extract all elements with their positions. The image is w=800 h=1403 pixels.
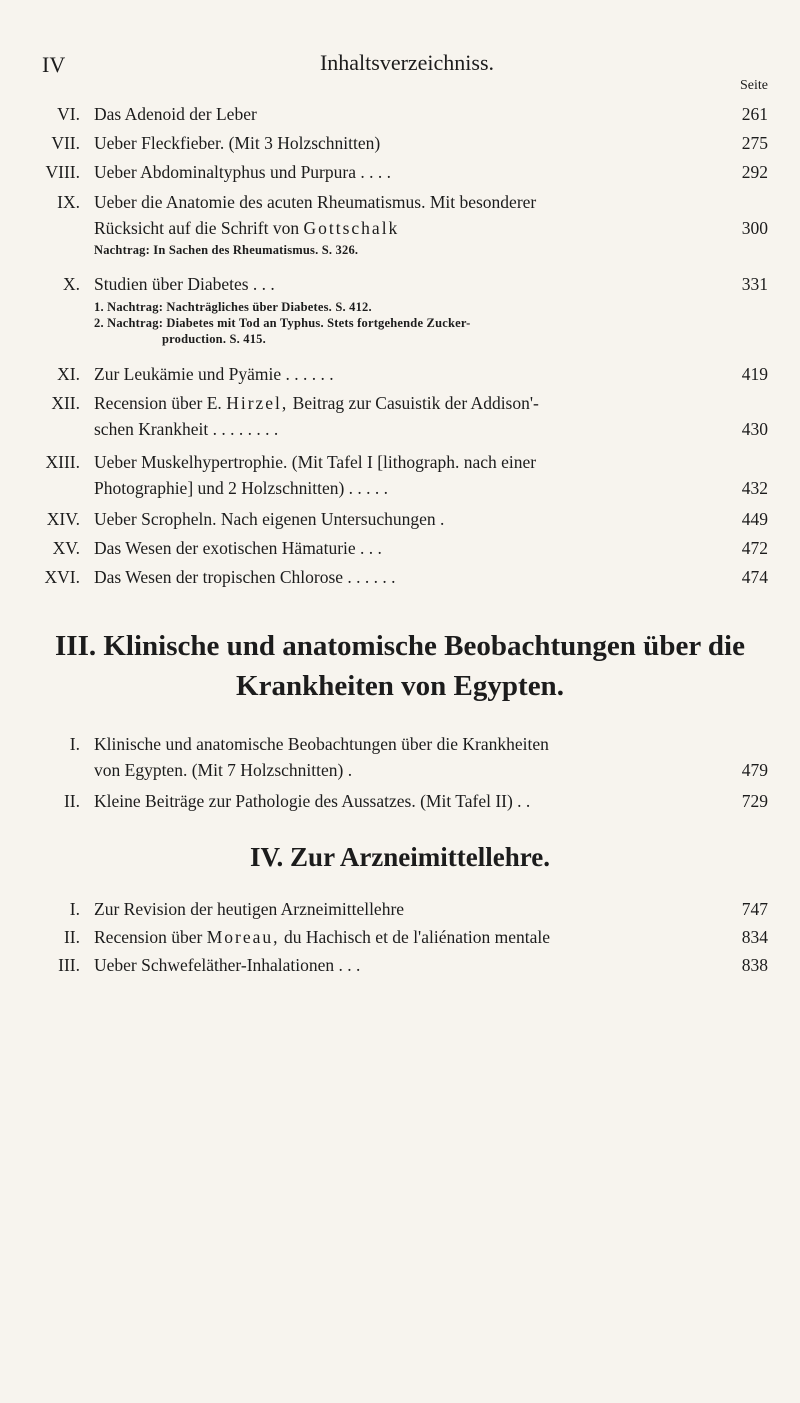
section-heading-iv: IV. Zur Arzneimittellehre. xyxy=(250,842,550,872)
entry-title: Ueber Schwefeläther-Inhalationen . . . xyxy=(94,955,361,975)
section-heading-iii: III. Klinische und anatomische Beobachtungen über die xyxy=(55,630,745,662)
entry-number: XI. xyxy=(57,364,80,384)
entry-page: 834 xyxy=(741,927,768,947)
entry-number: XV. xyxy=(52,538,80,558)
entry-number: VI. xyxy=(57,104,80,124)
entry-page: 472 xyxy=(741,538,768,558)
entry-page: 430 xyxy=(741,419,768,439)
entry-number: I. xyxy=(69,734,80,754)
entry-number: XIII. xyxy=(45,452,80,472)
entry-page: 432 xyxy=(741,478,768,498)
entry-title: Das Wesen der tropischen Chlorose . . . . . . xyxy=(94,567,396,587)
entry-title: Ueber die Anatomie des acuten Rheumatismus. Mit besonderer xyxy=(94,192,537,212)
entry-page: 479 xyxy=(741,760,768,780)
entry-title: Zur Revision der heutigen Arzneimittellehre xyxy=(94,899,405,919)
entry-page: 419 xyxy=(741,364,768,384)
entry-number: VII. xyxy=(51,133,80,153)
running-title: Inhaltsverzeichniss. xyxy=(319,50,495,75)
page-header xyxy=(42,50,772,80)
entry-title: Das Adenoid der Leber xyxy=(94,104,257,124)
entry-number: VIII. xyxy=(45,162,80,182)
entry-title: Ueber Scropheln. Nach eigenen Untersuchungen . xyxy=(94,509,445,529)
entry-title: Ueber Abdominaltyphus und Purpura . . . . xyxy=(94,162,391,182)
entry-title: Ueber Muskelhypertrophie. (Mit Tafel I [lithograph. nach einer xyxy=(94,452,537,472)
author-name: Gottschalk xyxy=(303,218,400,238)
entry-number: II. xyxy=(63,927,80,947)
entry-title: Zur Leukämie und Pyämie . . . . . . xyxy=(94,364,334,384)
entry-page: 449 xyxy=(741,509,768,529)
author-name: Hirzel, xyxy=(226,393,289,413)
entry-title-continued: schen Krankheit . . . . . . . . xyxy=(94,419,279,439)
entry-title: Das Wesen der exotischen Hämaturie . . . xyxy=(94,538,382,558)
entry-note: 1. Nachtrag: Nachträgliches über Diabetes. S. 412. xyxy=(94,300,372,314)
entry-page: 292 xyxy=(741,162,768,182)
entry-number: III. xyxy=(58,955,80,975)
entry-page: 275 xyxy=(741,133,768,153)
entry-number: XVI. xyxy=(44,567,80,587)
entry-note: 2. Nachtrag: Diabetes mit Tod an Typhus. Stets fortgehende Zucker- xyxy=(94,316,471,330)
entry-title-continued: Photographie] und 2 Holzschnitten) . . . . . xyxy=(94,478,389,498)
entry-page: 474 xyxy=(741,567,768,587)
author-name: Moreau, xyxy=(206,927,280,947)
entry-number: IX. xyxy=(57,192,80,212)
section-heading-iii-continued: Krankheiten von Egypten. xyxy=(236,670,564,702)
entry-page: 729 xyxy=(741,791,768,811)
entry-number: II. xyxy=(63,791,80,811)
entry-page: 300 xyxy=(741,218,768,238)
entry-page: 747 xyxy=(741,899,768,919)
entry-title-continued: Rücksicht auf die Schrift von Gottschalk xyxy=(94,218,400,238)
entry-title: Ueber Fleckfieber. (Mit 3 Holzschnitten) xyxy=(94,133,381,153)
page-number: IV xyxy=(42,52,66,77)
entry-page: 261 xyxy=(741,104,768,124)
entry-number: XIV. xyxy=(46,509,80,529)
entry-number: I. xyxy=(69,899,80,919)
entry-page: 838 xyxy=(741,955,768,975)
entry-title: Klinische und anatomische Beobachtungen über die Krankheiten xyxy=(94,734,549,754)
seite-label: Seite xyxy=(740,78,768,93)
entry-title: Kleine Beiträge zur Pathologie des Aussatzes. (Mit Tafel II) . . xyxy=(94,791,531,811)
entry-title: Recension über E. Hirzel, Beitrag zur Casuistik der Addison'- xyxy=(94,393,539,413)
entry-note: production. S. 415. xyxy=(162,332,266,346)
entry-title: Studien über Diabetes . . . xyxy=(94,274,275,294)
entry-title: Recension über Moreau, du Hachisch et de l'aliénation mentale xyxy=(94,927,550,947)
entry-page: 331 xyxy=(741,274,768,294)
entry-number: X. xyxy=(62,274,80,294)
entry-note: Nachtrag: In Sachen des Rheumatismus. S. 326. xyxy=(94,243,359,257)
entry-title-continued: von Egypten. (Mit 7 Holzschnitten) . xyxy=(94,760,353,780)
entry-number: XII. xyxy=(51,393,80,413)
